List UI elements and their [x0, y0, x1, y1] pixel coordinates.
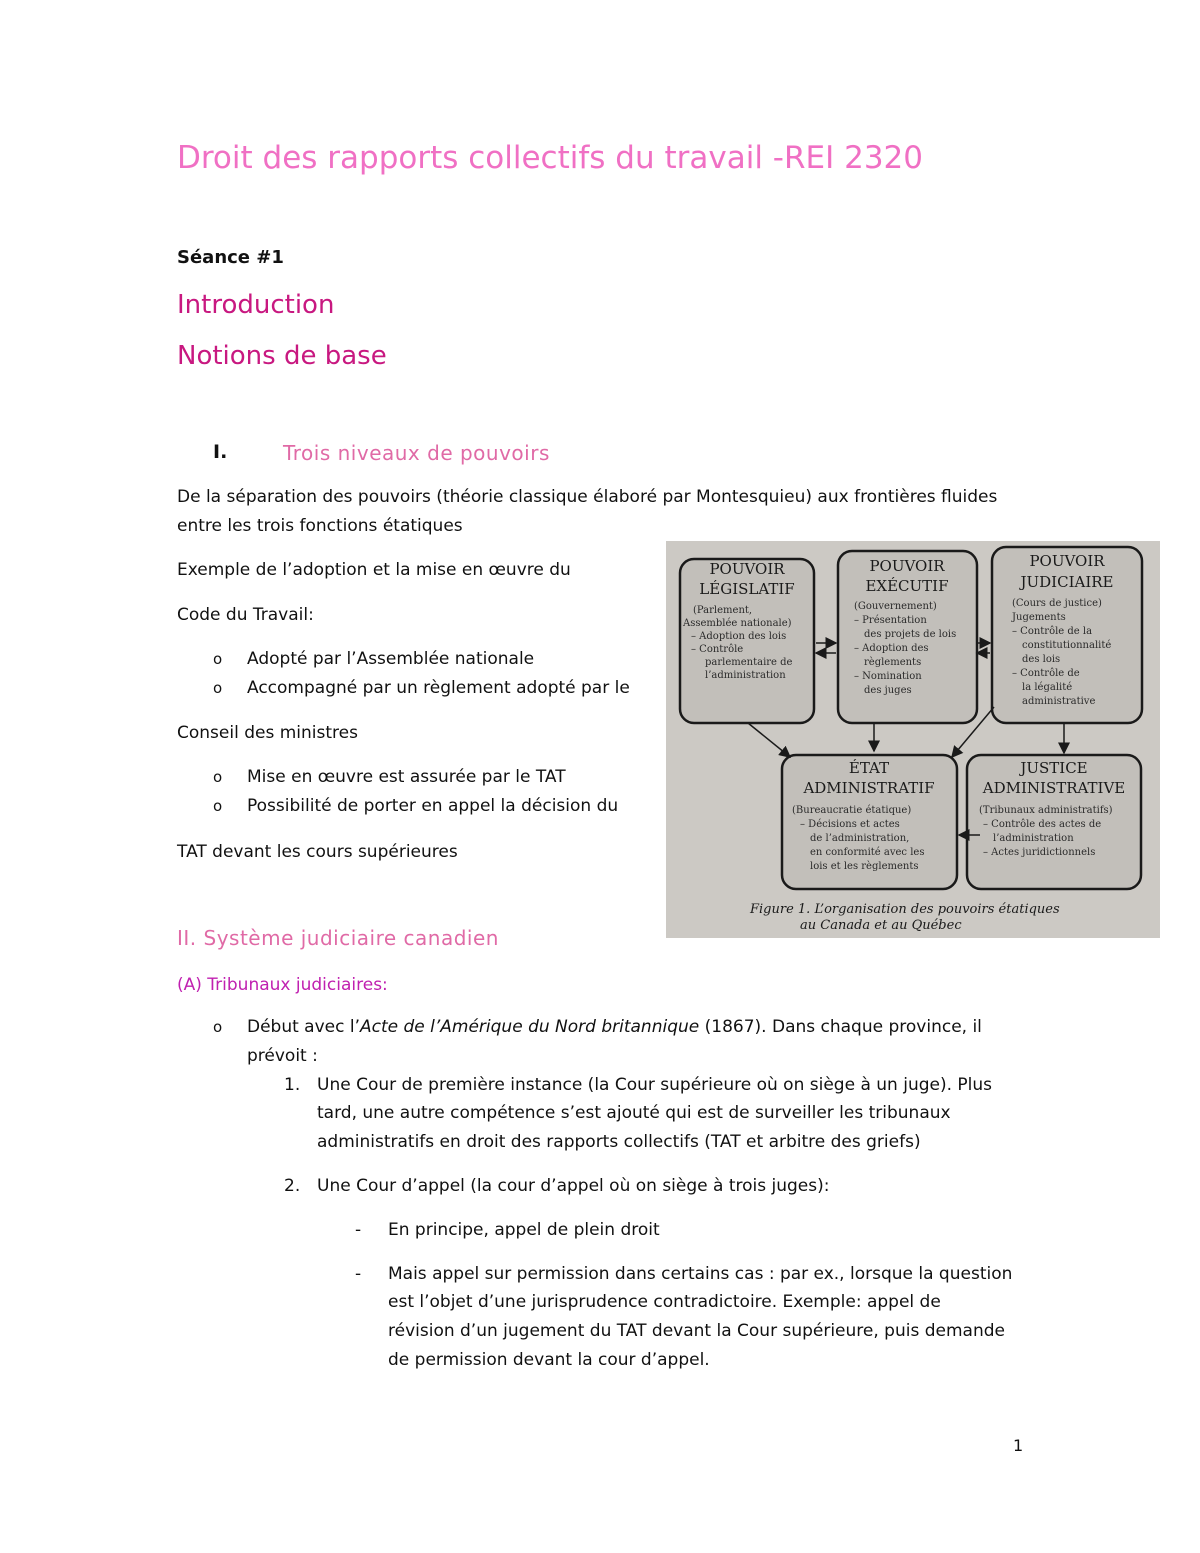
- legislative-line: parlementaire de: [705, 657, 793, 668]
- administrative-state-line: (Bureaucratie étatique): [792, 805, 912, 816]
- section-1-paragraph-3: Code du Travail:: [177, 605, 314, 625]
- numbered-item-1-line: Une Cour de première instance (la Cour supérieure où on siège à un juge). Plus: [317, 1075, 993, 1095]
- administrative-state-line: en conformité avec les: [810, 847, 925, 858]
- document-title: Droit des rapports collectifs du travail -REI 2320: [177, 140, 923, 176]
- section-1-paragraph-2: Exemple de l’adoption et la mise en œuvre du: [177, 560, 571, 580]
- section-1-numeral: I.: [213, 441, 228, 463]
- judicial-line: administrative: [1022, 696, 1096, 707]
- administrative-state-line: – Décisions et actes: [800, 819, 900, 830]
- page-number: 1: [1013, 1436, 1024, 1455]
- judicial-line: (Cours de justice): [1012, 598, 1102, 609]
- legislative-title-2: LÉGISLATIF: [699, 580, 795, 598]
- section-1-paragraph-1-line-1: De la séparation des pouvoirs (théorie classique élaboré par Montesquieu) aux frontières fluides: [177, 487, 998, 507]
- arrow: [748, 723, 790, 757]
- aanb-bullet-line-2: prévoit :: [247, 1046, 318, 1066]
- session-label: Séance #1: [177, 247, 284, 268]
- executive-title-1: POUVOIR: [869, 557, 945, 575]
- numbered-item-2-line: Une Cour d’appel (la cour d’appel où on siège à trois juges):: [317, 1176, 830, 1196]
- administrative-state-title-2: ADMINISTRATIF: [803, 779, 935, 797]
- judicial-title-2: JUDICIAIRE: [1020, 573, 1114, 591]
- administrative-justice-line: (Tribunaux administratifs): [979, 805, 1113, 816]
- legislative-line: l’administration: [705, 670, 786, 681]
- dash-item-1: En principe, appel de plein droit: [388, 1220, 660, 1240]
- legislative-line: – Adoption des lois: [691, 631, 787, 642]
- administrative-justice-title-2: ADMINISTRATIVE: [982, 779, 1126, 797]
- figure-caption-line-1: Figure 1. L’organisation des pouvoirs étatiques: [750, 902, 1060, 917]
- numbered-item-1-line: tard, une autre compétence s’est ajouté qui est de surveiller les tribunaux: [317, 1103, 951, 1123]
- aanb-act-name: Acte de l’Amérique du Nord britannique: [360, 1017, 700, 1037]
- executive-title-2: EXÉCUTIF: [865, 577, 949, 595]
- figure-caption-line-2: au Canada et au Québec: [800, 918, 962, 933]
- judicial-line: constitutionnalité: [1022, 640, 1112, 651]
- heading-notions: Notions de base: [177, 341, 387, 371]
- executive-line: – Présentation: [854, 615, 927, 626]
- bullet-item: Mise en œuvre est assurée par le TAT: [247, 767, 566, 787]
- administrative-state-title-1: ÉTAT: [848, 759, 890, 777]
- numbered-item-1-line: administratifs en droit des rapports collectifs (TAT et arbitre des griefs): [317, 1132, 921, 1152]
- section-1-paragraph-5: TAT devant les cours supérieures: [177, 842, 458, 862]
- administrative-justice-line: – Contrôle des actes de: [983, 819, 1102, 830]
- administrative-justice-title-1: JUSTICE: [1020, 759, 1088, 777]
- administrative-state-line: lois et les règlements: [810, 861, 919, 872]
- bullet-marker: o: [213, 679, 223, 697]
- dash-item-2-line: est l’objet d’une jurisprudence contradictoire. Exemple: appel de: [388, 1292, 941, 1312]
- administrative-justice-line: l’administration: [993, 833, 1074, 844]
- executive-line: règlements: [864, 657, 922, 668]
- executive-line: des projets de lois: [864, 629, 957, 640]
- aanb-text-post: (1867). Dans chaque province, il: [699, 1017, 982, 1037]
- legislative-line: (Parlement,: [693, 605, 753, 616]
- powers-diagram-image: [666, 541, 1160, 938]
- judicial-title-1: POUVOIR: [1029, 552, 1105, 570]
- bullet-marker: o: [213, 768, 223, 786]
- judicial-line: des lois: [1022, 654, 1061, 665]
- dash-item-2-line: Mais appel sur permission dans certains cas : par ex., lorsque la question: [388, 1264, 1013, 1284]
- executive-line: – Adoption des: [854, 643, 929, 654]
- section-1-title: Trois niveaux de pouvoirs: [283, 441, 550, 465]
- judicial-line: – Contrôle de la: [1012, 626, 1093, 637]
- dash-item-2-line: révision d’un jugement du TAT devant la Cour supérieure, puis demande: [388, 1321, 1005, 1341]
- dash-item-2-line: de permission devant la cour d’appel.: [388, 1350, 710, 1370]
- powers-diagram: [666, 541, 1160, 938]
- bullet-item: Possibilité de porter en appel la décision du: [247, 796, 619, 816]
- judicial-line: – Contrôle de: [1012, 668, 1080, 679]
- administrative-state-line: de l’administration,: [810, 833, 910, 844]
- dash-marker: -: [355, 1220, 362, 1240]
- heading-introduction: Introduction: [177, 290, 335, 320]
- judicial-line: Jugements: [1012, 612, 1066, 623]
- bullet-marker: o: [213, 797, 223, 815]
- bullet-marker: o: [213, 1018, 223, 1036]
- section-2-title: II. Système judiciaire canadien: [177, 926, 499, 950]
- administrative-justice-line: – Actes juridictionnels: [983, 847, 1096, 858]
- numbered-marker: 2.: [284, 1176, 301, 1196]
- bullet-item: Accompagné par un règlement adopté par le: [247, 678, 630, 698]
- section-1-paragraph-1-line-2: entre les trois fonctions étatiques: [177, 516, 463, 536]
- numbered-marker: 1.: [284, 1075, 301, 1095]
- dash-marker: -: [355, 1264, 362, 1284]
- legislative-title-1: POUVOIR: [709, 560, 785, 578]
- aanb-text-pre: Début avec l’: [247, 1017, 360, 1037]
- bullet-marker: o: [213, 650, 223, 668]
- bullet-item: Adopté par l’Assemblée nationale: [247, 649, 535, 669]
- legislative-line: – Contrôle: [691, 644, 744, 655]
- aanb-bullet-line-1: [247, 1013, 982, 1042]
- executive-line: (Gouvernement): [854, 601, 937, 612]
- subsection-a-title: (A) Tribunaux judiciaires:: [177, 975, 388, 995]
- executive-line: des juges: [864, 685, 912, 696]
- legislative-line: Assemblée nationale): [683, 618, 792, 629]
- judicial-line: la légalité: [1022, 682, 1073, 693]
- section-1-paragraph-4: Conseil des ministres: [177, 723, 358, 743]
- executive-line: – Nomination: [854, 671, 922, 682]
